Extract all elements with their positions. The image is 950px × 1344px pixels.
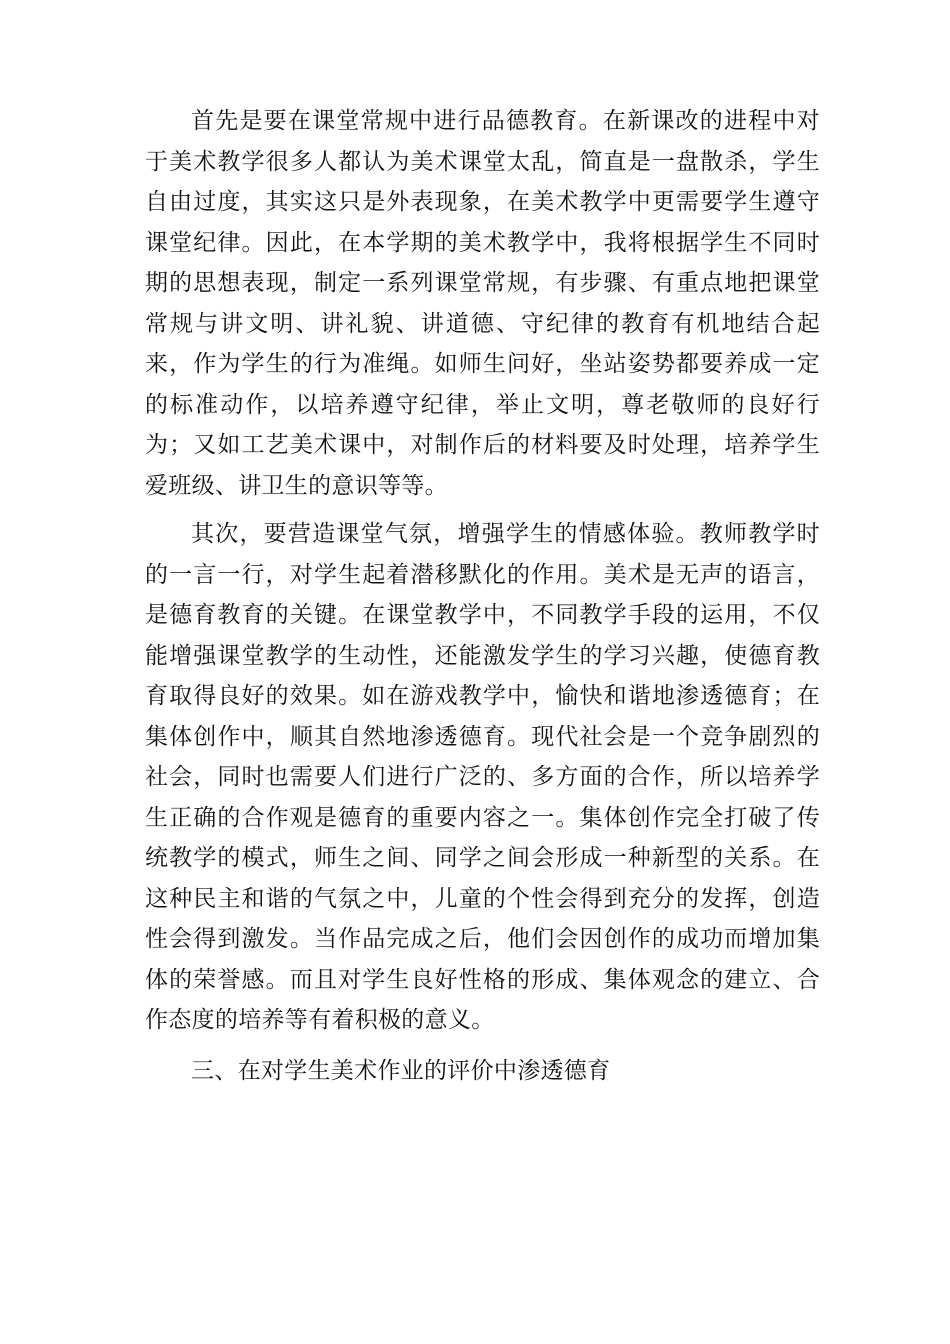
paragraph-classroom-routine: 首先是要在课堂常规中进行品德教育。在新课改的进程中对于美术教学很多人都认为美术课堂太乱，简直是一盘散杀，学生自由过度，其实这只是外表现象，在美术教学中更需要学生遵守课堂纪律。因此，在本学期的美术教学中，我将根据学生不同时期的思想表现，制定一系列课堂常规，有步骤、有重点地把课堂常规与讲文明、讲礼貌、讲道德、守纪律的教育有机地结合起来，作为学生的行为准绳。如师生问好，坐站姿势都要养成一定的标准动作，以培养遵守纪律，举止文明，尊老敬师的良好行为；又如工艺美术课中，对制作后的材料要及时处理，培养学生爱班级、讲卫生的意识等等。 [145, 108, 820, 499]
paragraph-classroom-atmosphere: 其次，要营造课堂气氛，增强学生的情感体验。教师教学时的一言一行，对学生起着潜移默化的作用。美术是无声的语言，是德育教育的关键。在课堂教学中，不同教学手段的运用，不仅能增强课堂教学的生动性，还能激发学生的学习兴趣，使德育教育取得良好的效果。如在游戏教学中，愉快和谐地渗透德育；在集体创作中，顺其自然地渗透德育。现代社会是一个竞争剧烈的社会，同时也需要人们进行广泛的、多方面的合作，所以培养学生正确的合作观是德育的重要内容之一。集体创作完全打破了传统教学的模式，师生之间、同学之间会形成一种新型的关系。在这种民主和谐的气氛之中，儿童的个性会得到充分的发挥，创造性会得到激发。当作品完成之后，他们会因创作的成功而增加集体的荣誉感。而且对学生良好性格的形成、集体观念的建立、合作态度的培养等有着积极的意义。 [145, 521, 820, 1033]
document-body [145, 101, 820, 1099]
section-heading-evaluation: 三、在对学生美术作业的评价中渗透德育 [191, 1057, 611, 1084]
